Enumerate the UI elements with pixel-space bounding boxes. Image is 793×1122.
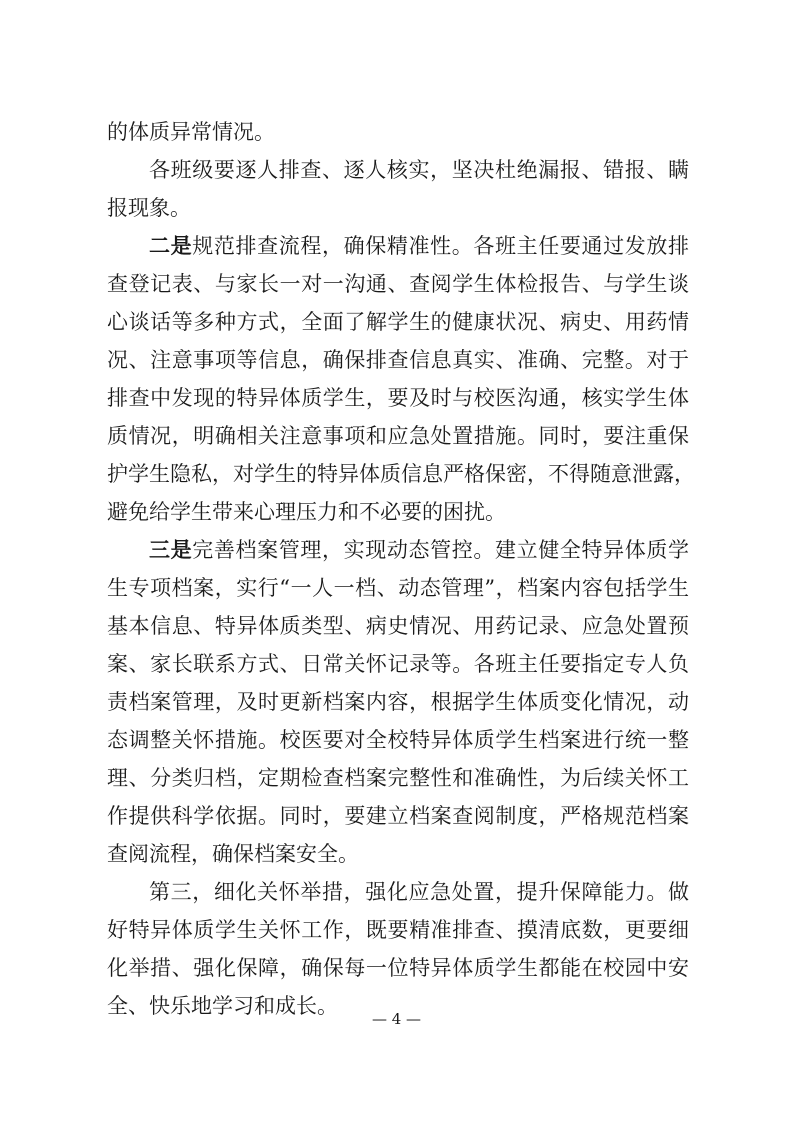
line-text: 质情况，明确相关注意事项和应急处置措施。同时，要注重保 xyxy=(107,424,689,448)
line-text: 心谈话等多种方式，全面了解学生的健康状况、病史、用药情 xyxy=(107,310,689,334)
text-line xyxy=(107,227,689,265)
line-text: 基本信息、特异体质类型、病史情况、用药记录、应急处置预 xyxy=(107,614,689,638)
text-line xyxy=(107,531,689,569)
text-line xyxy=(107,379,689,417)
paragraph-lead: 三是 xyxy=(149,537,193,562)
line-text: 护学生隐私，对学生的特异体质信息严格保密，不得随意泄露， xyxy=(107,462,695,486)
line-text: 理、分类归档，定期检查档案完整性和准确性，为后续关怀工 xyxy=(107,766,689,790)
line-text: 查登记表、与家长一对一沟通、查阅学生体检报告、与学生谈 xyxy=(107,272,689,296)
text-line xyxy=(107,759,689,797)
line-text: 况、注意事项等信息，确保排查信息真实、准确、完整。对于 xyxy=(107,348,689,372)
text-line xyxy=(107,873,689,911)
text-line xyxy=(107,835,689,873)
line-text: 态调整关怀措施。校医要对全校特异体质学生档案进行统一整 xyxy=(107,728,689,752)
paragraph xyxy=(107,873,689,1025)
line-text: 第三，细化关怀举措，强化应急处置，提升保障能力。做 xyxy=(149,880,689,904)
paragraph xyxy=(107,113,689,151)
line-text: 规范排查流程，确保精准性。各班主任要通过发放排 xyxy=(192,234,689,258)
document-body xyxy=(107,113,695,1025)
line-text: 避免给学生带来心理压力和不必要的困扰。 xyxy=(107,500,506,524)
text-line xyxy=(107,303,689,341)
line-text: 排查中发现的特异体质学生，要及时与校医沟通，核实学生体 xyxy=(107,386,689,410)
line-text: 生专项档案，实行“一人一档、动态管理”，档案内容包括学生 xyxy=(107,576,689,600)
paragraph xyxy=(107,151,689,227)
line-text: 各班级要逐人排查、逐人核实，坚决杜绝漏报、错报、瞒 xyxy=(149,158,689,182)
line-text: 完善档案管理，实现动态管控。建立健全特异体质学 xyxy=(192,538,689,562)
page-number: — 4 — xyxy=(371,1010,422,1028)
paragraph-lead: 二是 xyxy=(149,233,193,258)
line-text: 作提供科学依据。同时，要建立档案查阅制度，严格规范档案 xyxy=(107,804,689,828)
text-line xyxy=(107,455,695,493)
text-line xyxy=(107,683,689,721)
line-text: 化举措、强化保障，确保每一位特异体质学生都能在校园中安 xyxy=(107,956,689,980)
line-text: 查阅流程，确保档案安全。 xyxy=(107,842,359,866)
line-text: 全、快乐地学习和成长。 xyxy=(107,994,338,1018)
line-text: 的体质异常情况。 xyxy=(107,120,275,144)
line-text: 案、家长联系方式、日常关怀记录等。各班主任要指定专人负 xyxy=(107,652,689,676)
text-line xyxy=(107,151,689,189)
line-text: 责档案管理，及时更新档案内容，根据学生体质变化情况，动 xyxy=(107,690,689,714)
paragraph xyxy=(107,531,689,873)
text-line xyxy=(107,265,689,303)
text-line xyxy=(107,341,689,379)
text-line xyxy=(107,911,689,949)
line-text: 报现象。 xyxy=(107,196,191,220)
text-line xyxy=(107,417,689,455)
text-line xyxy=(107,797,689,835)
text-line xyxy=(107,113,689,151)
text-line xyxy=(107,645,689,683)
text-line xyxy=(107,607,689,645)
text-line xyxy=(107,949,689,987)
line-text: 好特异体质学生关怀工作，既要精准排查、摸清底数，更要细 xyxy=(107,918,689,942)
paragraph xyxy=(107,227,695,531)
text-line xyxy=(107,721,689,759)
text-line xyxy=(107,189,689,227)
text-line xyxy=(107,569,689,607)
text-line xyxy=(107,493,689,531)
